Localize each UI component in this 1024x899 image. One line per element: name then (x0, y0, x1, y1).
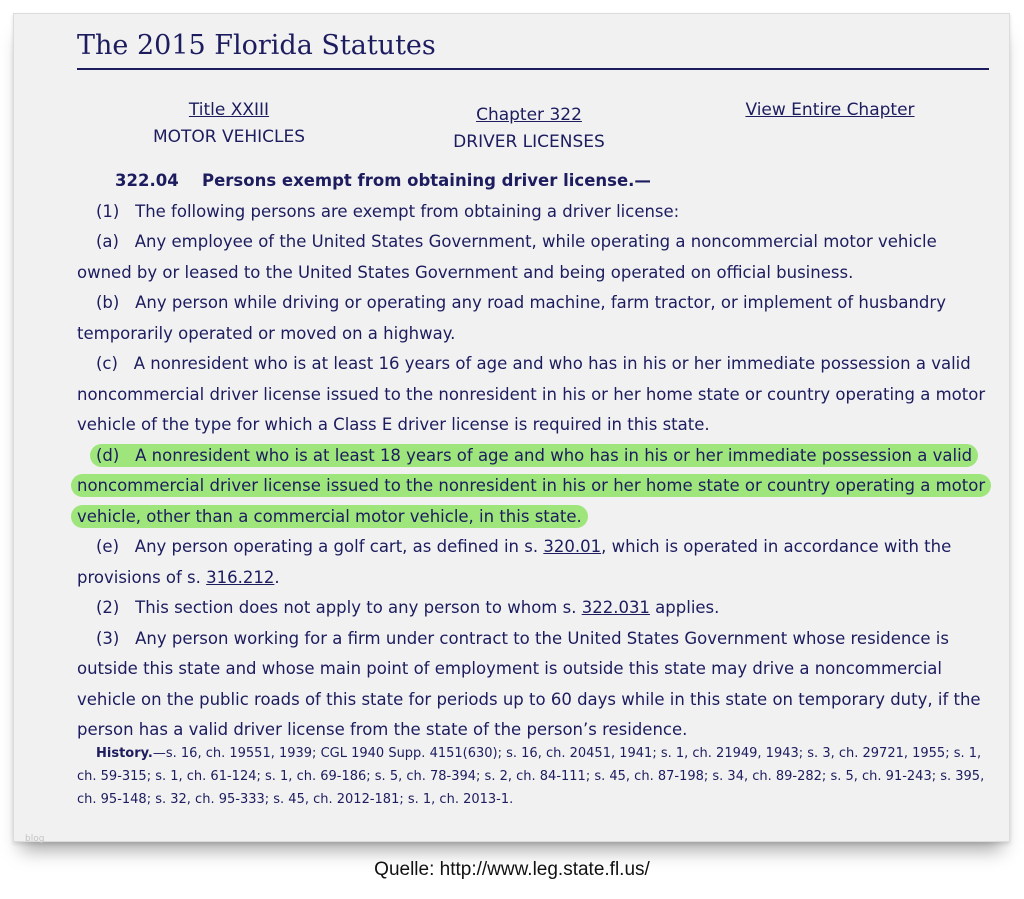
paragraph-c (77, 349, 992, 441)
paragraph-text: The following persons are exempt from obtaining a driver license: (135, 201, 680, 221)
paragraph-2 (77, 593, 992, 624)
statute-page (14, 14, 1009, 841)
title-name: MOTOR VEHICLES (152, 127, 306, 147)
paragraph-d-highlighted (77, 441, 992, 533)
paragraph-label: (b) (96, 293, 120, 312)
source-caption: Quelle: http://www.leg.state.fl.us/ (374, 859, 650, 880)
paragraph-text: Any person while driving or operating any road machine, farm tractor, or implement of husbandry temporarily operated or moved on a highway. (77, 293, 946, 343)
title-nav (114, 97, 344, 151)
paragraph-text: applies. (649, 598, 720, 617)
paragraph-label: (c) (96, 354, 118, 373)
paragraph-a (77, 227, 992, 288)
chapter-nav (424, 102, 634, 156)
paragraph-text: , which is operated in accordance with the provisions of s. (77, 537, 952, 587)
page-title: The 2015 Florida Statutes (77, 30, 436, 61)
paragraph-label: (d) (96, 445, 120, 465)
chapter-name: DRIVER LICENSES (453, 132, 605, 152)
paragraph-label: (2) (96, 598, 120, 617)
statute-link-316-212[interactable]: 316.212 (206, 567, 275, 587)
paragraph-1 (77, 197, 992, 228)
paragraph-text: A nonresident who is at least 18 years of age and who has in his or her immediate possession a valid noncommercial driver license issued to the nonresident in his or her home state or country operating a motor vehicle, other than a commercial motor vehicle, in this state. (77, 445, 986, 526)
paragraph-3 (77, 624, 992, 746)
title-divider (77, 68, 989, 70)
paragraph-b (77, 288, 992, 349)
section-number: 322.04 (115, 171, 179, 190)
paragraph-text: Any person operating a golf cart, as defined in s. (134, 537, 544, 556)
history-label: History. (96, 746, 153, 761)
section-catchline: Persons exempt from obtaining driver license.— (202, 171, 651, 190)
view-chapter-nav (730, 97, 930, 124)
statute-link-320-01[interactable]: 320.01 (543, 537, 602, 556)
section-heading (77, 166, 992, 197)
history-note (77, 742, 992, 811)
highlight-mark (71, 444, 991, 528)
paragraph-text: A nonresident who is at least 16 years of age and who has in his or her immediate possession a valid noncommercial driver license issued to the nonresident in his or her home state or country operating a motor vehicle of the type for which a Class E driver license is required in this state. (77, 354, 986, 434)
title-link[interactable]: Title XXIII (188, 100, 270, 120)
chapter-link[interactable]: Chapter 322 (476, 105, 582, 125)
paragraph-label: (a) (96, 232, 119, 251)
screenshot-frame (13, 13, 1010, 842)
paragraph-text: . (274, 567, 280, 587)
statute-body (77, 166, 992, 746)
statute-link-322-031[interactable]: 322.031 (581, 598, 650, 617)
paragraph-label: (3) (96, 628, 120, 648)
watermark-text: blog (25, 834, 45, 844)
paragraph-text: Any employee of the United States Government, while operating a noncommercial motor vehicle owned by or leased to the United States Government and being operated on official business. (77, 232, 937, 282)
view-entire-chapter-link[interactable]: View Entire Chapter (745, 100, 915, 120)
history-text: —s. 16, ch. 19551, 1939; CGL 1940 Supp. 4151(630); s. 16, ch. 20451, 1941; s. 1, ch. 21949, 1943; s. 3, ch. 29721, 1955; s. 1, ch. 59-315; s. 1, ch. 61-124; s. 1, ch. 69-186; s. 5, ch. 78-394; s. 2, ch. 84-111; s. 45, ch. 87-198; s. 34, ch. 89-282; s. 5, ch. 91-243; s. 395, ch. 95-148; s. 32, ch. 95-333; s. 45, ch. 2012-181; s. 1, ch. 2013-1. (77, 746, 985, 807)
paragraph-text: Any person working for a firm under contract to the United States Government whose residence is outside this state and whose main point of employment is outside this state may drive a noncommercial vehicle on the public roads of this state for periods up to 60 days while in this state on temporary duty, if the person has a valid driver license from the state of the person’s residence. (77, 628, 981, 739)
paragraph-label: (e) (96, 537, 120, 556)
paragraph-label: (1) (96, 201, 120, 221)
paragraph-e (77, 532, 992, 593)
paragraph-text: This section does not apply to any person to whom s. (135, 598, 582, 617)
